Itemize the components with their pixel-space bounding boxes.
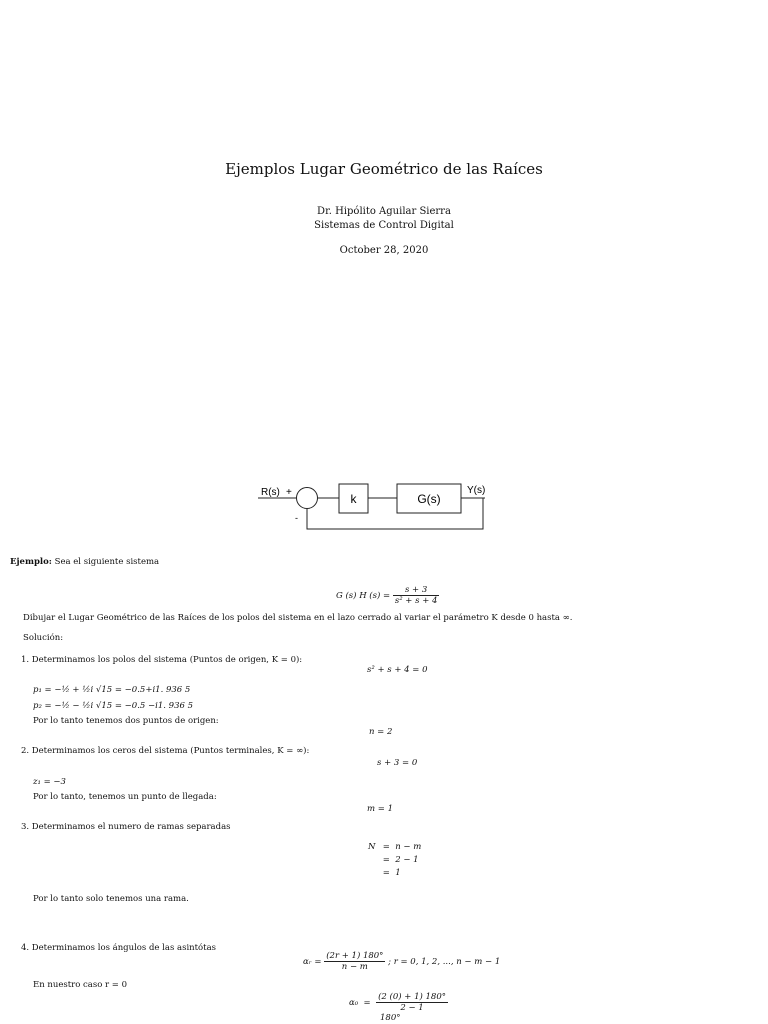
- minus-sign: -: [295, 513, 298, 523]
- pole-2: p₂ = −½ − ½i √15 = −0.5 −i1. 936 5: [33, 701, 194, 711]
- calc-lhs: α₀: [349, 998, 359, 1008]
- formula-fraction: [324, 951, 385, 972]
- calc-denominator: 2 − 1: [376, 1002, 448, 1013]
- calc-next-value: 180°: [380, 1013, 401, 1023]
- step3-line: = 2 − 1: [380, 855, 419, 865]
- calc-fraction: [376, 992, 448, 1013]
- step1-heading: 1. Determinamos los polos del sistema (Puntos de origen, K = 0):: [21, 655, 303, 665]
- input-label: R(s): [261, 487, 280, 498]
- example-label: Ejemplo:: [10, 557, 52, 567]
- example-text: Sea el siguiente sistema: [54, 557, 160, 567]
- formula-denominator: n − m: [324, 961, 385, 972]
- output-label: Y(s): [467, 485, 486, 496]
- step2-conclusion: Por lo tanto, tenemos un punto de llegada:: [33, 792, 217, 802]
- summing-junction: [297, 488, 318, 509]
- step2-equation: s + 3 = 0: [377, 758, 418, 768]
- document-date: October 28, 2020: [339, 245, 429, 256]
- step1-conclusion: Por lo tanto tenemos dos puntos de origen:: [33, 716, 219, 726]
- course-name: Sistemas de Control Digital: [314, 220, 454, 231]
- page-title: Ejemplos Lugar Geométrico de las Raíces: [225, 160, 543, 178]
- plus-sign: +: [286, 487, 292, 498]
- step3-equation-array: [368, 842, 421, 881]
- formula-tail: ; r = 0, 1, 2, ..., n − m − 1: [388, 957, 501, 967]
- task-text: Dibujar el Lugar Geométrico de las Raíces de los polos del sistema en el lazo cerrado al variar el parámetro K desde 0 hasta ∞.: [23, 613, 573, 623]
- step3-line: = 1: [380, 868, 401, 878]
- transfer-lhs: G (s) H (s) =: [336, 591, 391, 601]
- formula-numerator: (2r + 1) 180°: [326, 951, 384, 961]
- solution-label: Solución:: [23, 633, 64, 643]
- formula-lhs: αᵣ =: [303, 957, 322, 967]
- step2-result: m = 1: [367, 804, 393, 814]
- plant-block-label: G(s): [417, 492, 441, 506]
- calc-numerator: (2 (0) + 1) 180°: [378, 992, 446, 1002]
- step3-conclusion: Por lo tanto solo tenemos una rama.: [33, 894, 189, 904]
- step4-heading: 4. Determinamos los ángulos de las asintótas: [21, 943, 217, 953]
- step3-line: N = n − m: [368, 842, 422, 852]
- author-name: Dr. Hipólito Aguilar Sierra: [317, 206, 451, 217]
- example-line: [10, 557, 159, 567]
- step1-result: n = 2: [369, 727, 393, 737]
- block-diagram: [255, 476, 495, 536]
- asymptote-angle-calc: α₀ = $\frac{(2 (0) + 1) 180^\circ}{2 - 1}$: [349, 992, 446, 1013]
- transfer-numerator: s + 3: [404, 585, 428, 595]
- zero-1: z₁ = −3: [33, 777, 66, 787]
- step1-equation: s² + s + 4 = 0: [367, 665, 428, 675]
- transfer-fraction: [393, 585, 440, 606]
- asymptote-angle-formula: [303, 951, 500, 972]
- step2-heading: 2. Determinamos los ceros del sistema (Puntos terminales, K = ∞):: [21, 746, 310, 756]
- gain-block-label: k: [350, 492, 357, 506]
- step4-case-text: En nuestro caso r = 0: [33, 980, 128, 990]
- step3-heading: 3. Determinamos el numero de ramas separadas: [21, 822, 231, 832]
- transfer-denominator: s² + s + 4: [394, 596, 438, 606]
- transfer-function: [336, 585, 439, 606]
- pole-1: p₁ = −½ + ½i √15 = −0.5+i1. 936 5: [33, 685, 191, 695]
